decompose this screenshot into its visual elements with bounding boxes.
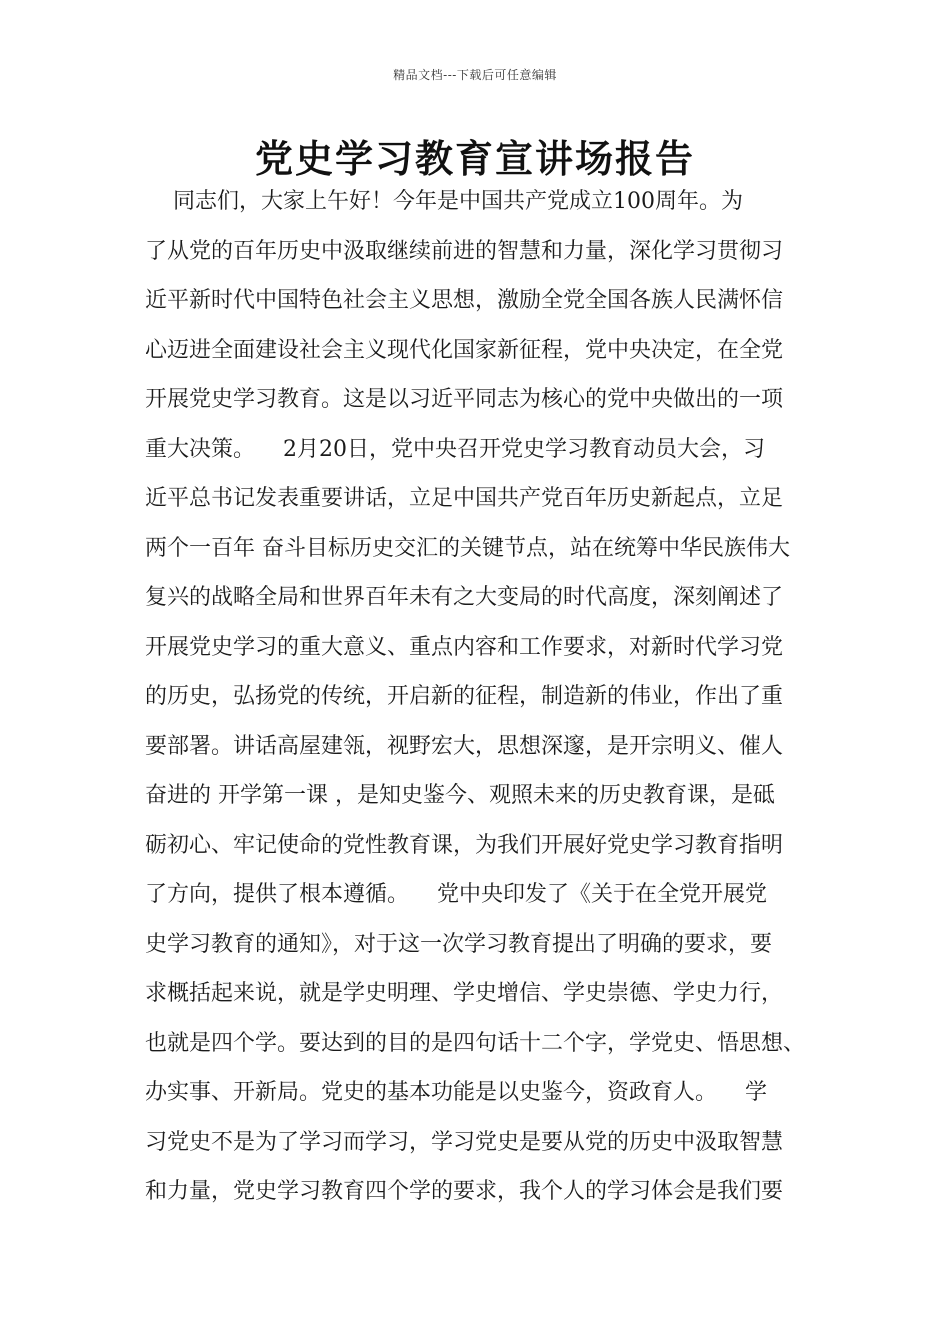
- text-line: 近平新时代中国特色社会主义思想，激励全党全国各族人民满怀信: [145, 288, 784, 313]
- text-line: 和力量，党史学习教育四个学的要求，我个人的学习体会是我们要: [145, 1179, 784, 1204]
- text-line: 了从党的百年历史中汲取继续前进的智慧和力量，深化学习贯彻习: [145, 238, 784, 264]
- text-line: 的历史，弘扬党的传统，开启新的征程，制造新的伟业，作出了重: [145, 684, 784, 709]
- text-line: 求概括起来说，就是学史明理、学史增信、学史崇德、学史力行，: [145, 981, 784, 1006]
- text-line: 开展党史学习的重大意义、重点内容和工作要求，对新时代学习党: [145, 634, 784, 660]
- text-line: 两个一百年 奋斗目标历史交汇的关键节点，站在统筹中华民族伟大: [145, 535, 790, 561]
- text-line: 开展党史学习教育。这是以习近平同志为核心的党中央做出的一项: [145, 387, 784, 412]
- text-line: 也就是四个学。要达到的目的是四句话十二个字，学党史、悟思想、: [145, 1030, 806, 1056]
- text-line: 心迈进全面建设社会主义现代化国家新征程，党中央决定，在全党: [145, 337, 784, 363]
- text-line: 习党史不是为了学习而学习，学习党史是要从党的历史中汲取智慧: [145, 1129, 784, 1155]
- document-title: 党史学习教育宣讲场报告: [254, 137, 695, 181]
- body-text: [145, 177, 815, 1217]
- text-line: 同志们，大家上午好！今年是中国共产党成立100周年。为: [145, 189, 743, 214]
- text-line: 奋进的 开学第一课 ，是知史鉴今、观照未来的历史教育课，是砥: [145, 783, 775, 808]
- text-line: 了方向，提供了根本遵循。 党中央印发了《关于在全党开展党: [145, 882, 767, 907]
- text-line: 办实事、开新局。党史的基本功能是以史鉴今，资政育人。 学: [145, 1080, 767, 1105]
- text-line: 史学习教育的通知》，对于这一次学习教育提出了明确的要求，要: [145, 931, 773, 957]
- text-line: 要部署。讲话高屋建瓴，视野宏大，思想深邃，是开宗明义、催人: [145, 733, 784, 759]
- header-note: 精品文档---下载后可任意编辑: [393, 68, 557, 82]
- text-line: 复兴的战略全局和世界百年未有之大变局的时代高度，深刻阐述了: [145, 585, 784, 610]
- text-line: 近平总书记发表重要讲话，立足中国共产党百年历史新起点，立足: [145, 486, 784, 511]
- text-line: 砺初心、牢记使命的党性教育课，为我们开展好党史学习教育指明: [145, 832, 784, 858]
- text-line: 重大决策。 2月20日，党中央召开党史学习教育动员大会，习: [145, 436, 765, 462]
